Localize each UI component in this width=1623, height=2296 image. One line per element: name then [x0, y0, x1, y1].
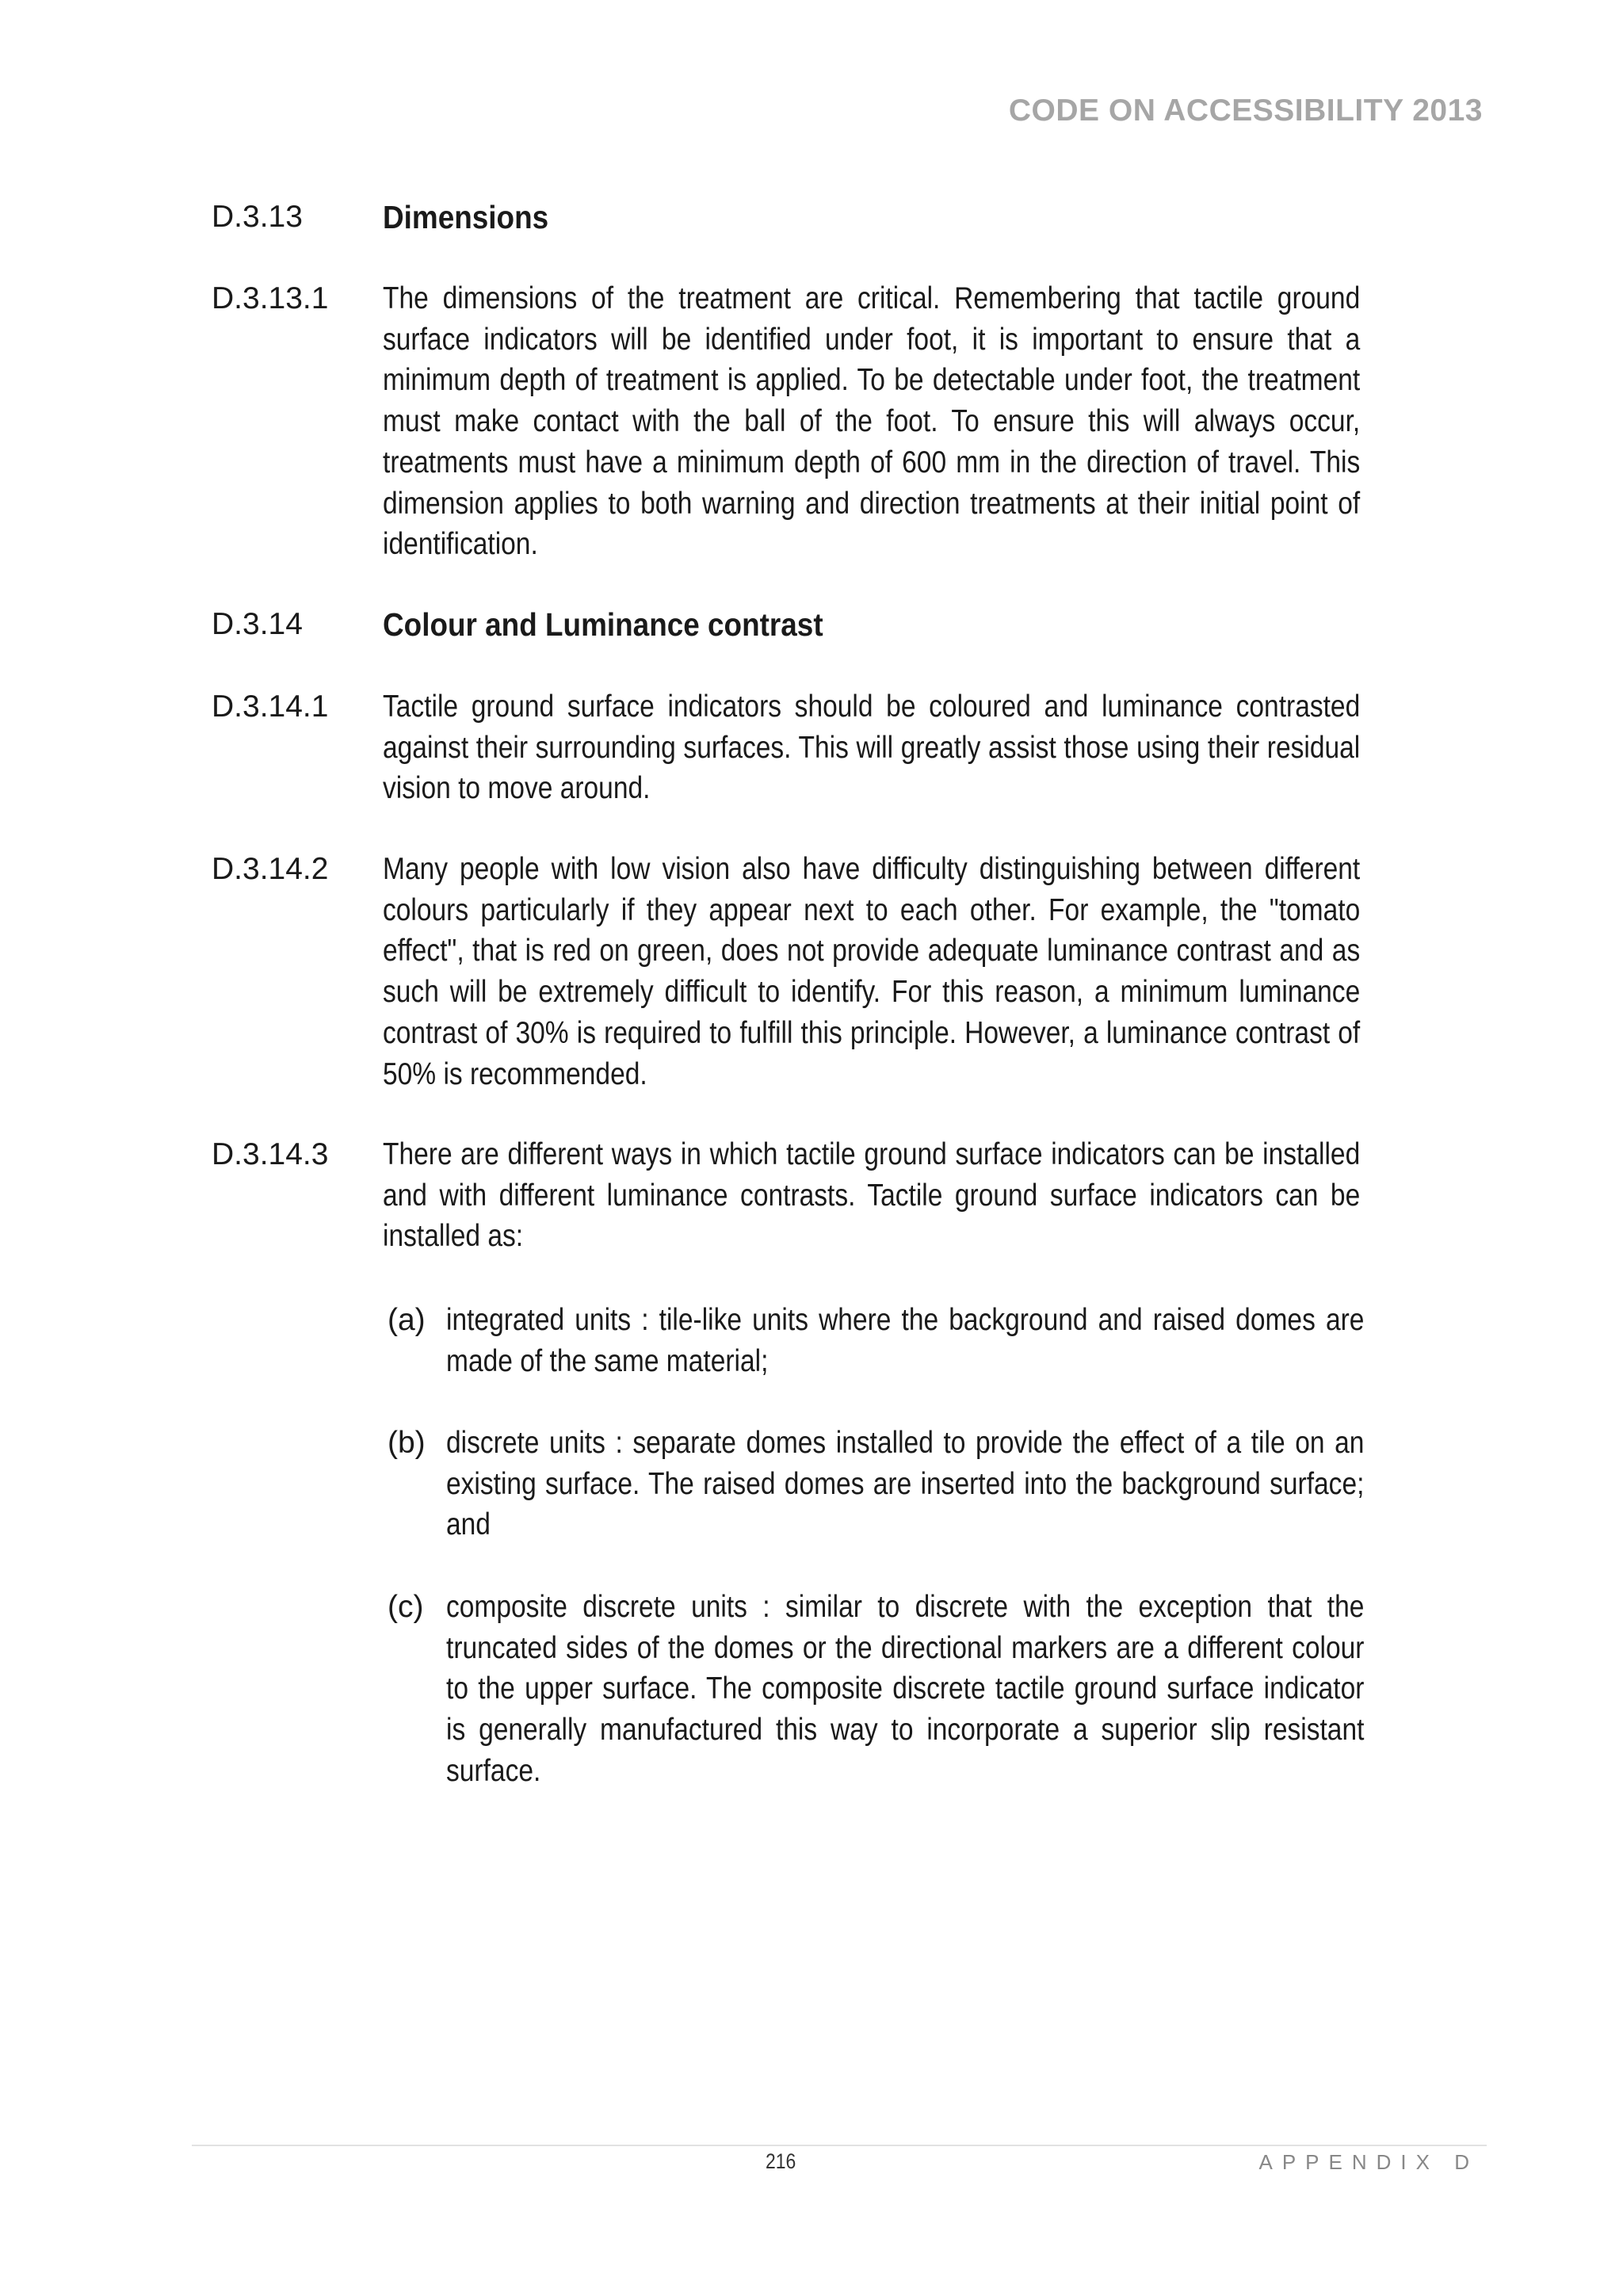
footer-appendix-label: APPENDIX D	[1258, 2150, 1479, 2174]
paragraph-number: D.3.13.1	[212, 281, 329, 315]
section-number: D.3.13	[212, 200, 303, 234]
footer-divider	[192, 2145, 1487, 2146]
paragraph-number: D.3.14.2	[212, 852, 329, 886]
paragraph-text: There are different ways in which tactile ground surface indicators can be installed and with different luminance contrasts. Tactile ground surface indicators can be installed as:	[383, 1137, 1361, 1254]
section-number: D.3.14	[212, 607, 303, 641]
paragraph-text: Many people with low vision also have difficulty distinguishing between different colours particularly if they appear next to each other. For example, the "tomato effect", that is red on green, does not provide adequate luminance contrast and as such will be extremely difficult to identify. For this reason, a minimum luminance contrast of 30% is required to fulfill this principle. However, a luminance contrast of 50% is recommended.	[383, 852, 1361, 1091]
paragraph-text: Tactile ground surface indicators should be coloured and luminance contrasted against their surrounding surfaces. This will greatly assist those using their residual vision to move around.	[383, 690, 1361, 806]
paragraph-text: The dimensions of the treatment are critical. Remembering that tactile ground surface indicators will be identified under foot, it is important to ensure that a minimum depth of treatment is applied. To be detectable under foot, the treatment must make contact with the ball of the foot. To ensure this will always occur, treatments must have a minimum depth of 600 mm in the direction of travel. This dimension applies to both warning and direction treatments at their initial point of identification.	[383, 281, 1361, 562]
paragraph-number: D.3.14.3	[212, 1137, 329, 1171]
list-item-text: composite discrete units : similar to discrete with the exception that the truncated sides of the domes or the directional markers are a different colour to the upper surface. The composite discrete tactile ground surface indicator is generally manufactured this way to incorporate a superior slip resistant surface.	[446, 1590, 1365, 1788]
list-item-text: integrated units : tile-like units where the background and raised domes are made of the same material;	[446, 1303, 1365, 1378]
paragraph-number: D.3.14.1	[212, 690, 329, 724]
list-item-text: discrete units : separate domes installed to provide the effect of a tile on an existing surface. The raised domes are inserted into the background surface; and	[446, 1426, 1365, 1542]
document-header-title: CODE ON ACCESSIBILITY 2013	[1008, 94, 1483, 128]
page-number: 216	[766, 2149, 796, 2173]
list-item-label: (b)	[388, 1426, 426, 1460]
list-item-label: (c)	[388, 1590, 424, 1624]
section-heading: Colour and Luminance contrast	[383, 606, 823, 643]
list-item-label: (a)	[388, 1303, 426, 1337]
section-heading: Dimensions	[383, 199, 549, 235]
